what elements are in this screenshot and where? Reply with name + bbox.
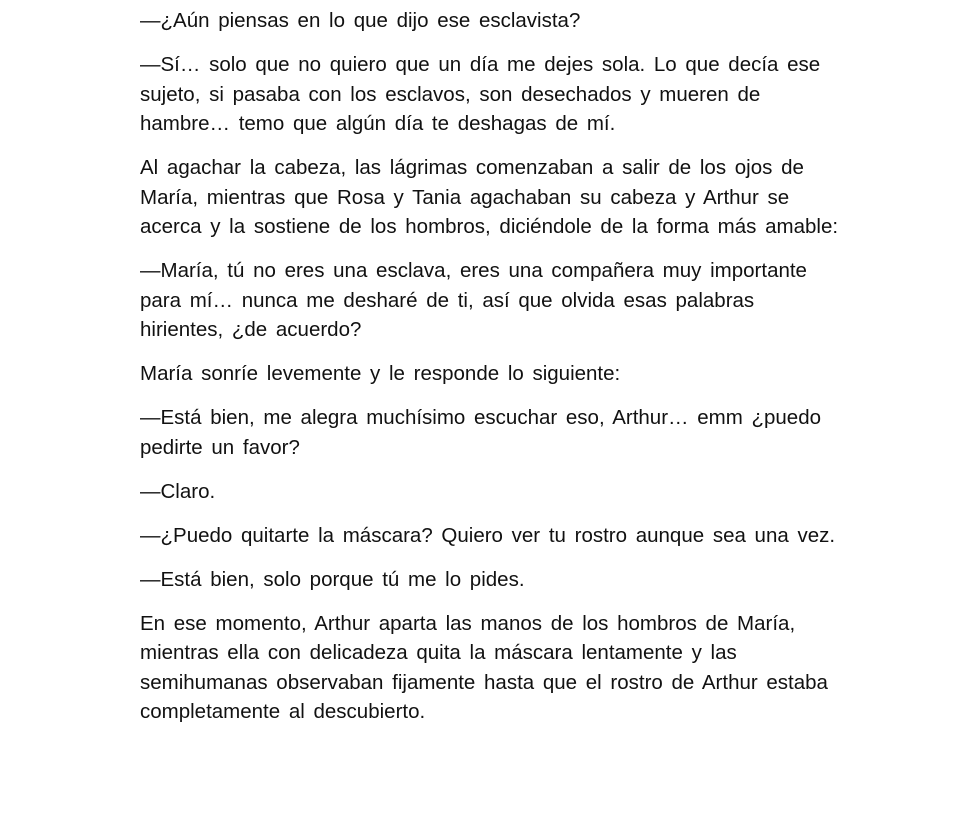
paragraph-3: Al agachar la cabeza, las lágrimas comenzaban a salir de los ojos de María, mientras que Rosa y Tania agachaban su cabeza y Arthur se acerca y la sostiene de los hombros, diciéndole de la forma más amable: bbox=[140, 156, 839, 238]
paragraph-2: —Sí… solo que no quiero que un día me dejes sola. Lo que decía ese sujeto, si pasaba con los esclavos, son desechados y mueren de hambre… temo que algún día te deshagas de mí. bbox=[140, 53, 821, 135]
document-page bbox=[140, 6, 840, 741]
paragraph-1: —¿Aún piensas en lo que dijo ese esclavista? bbox=[140, 9, 581, 32]
paragraph-6: —Está bien, me alegra muchísimo escuchar eso, Arthur… emm ¿puedo pedirte un favor? bbox=[140, 406, 822, 459]
paragraph-7: —Claro. bbox=[140, 479, 216, 503]
paragraph-9: —Está bien, solo porque tú me lo pides. bbox=[140, 567, 525, 591]
paragraph-10: En ese momento, Arthur aparta las manos de los hombros de María, mientras ella con delicadeza quita la máscara lentamente y las semihumanas observaban fijamente hasta que el rostro de Arthur estaba completamente al descubierto. bbox=[140, 611, 828, 723]
paragraph-4: —María, tú no eres una esclava, eres una compañera muy importante para mí… nunca me desharé de ti, así que olvida esas palabras hirientes, ¿de acuerdo? bbox=[140, 259, 807, 341]
paragraph-8: —¿Puedo quitarte la máscara? Quiero ver tu rostro aunque sea una vez. bbox=[140, 523, 836, 547]
paragraph-5: María sonríe levemente y le responde lo siguiente: bbox=[140, 362, 621, 385]
